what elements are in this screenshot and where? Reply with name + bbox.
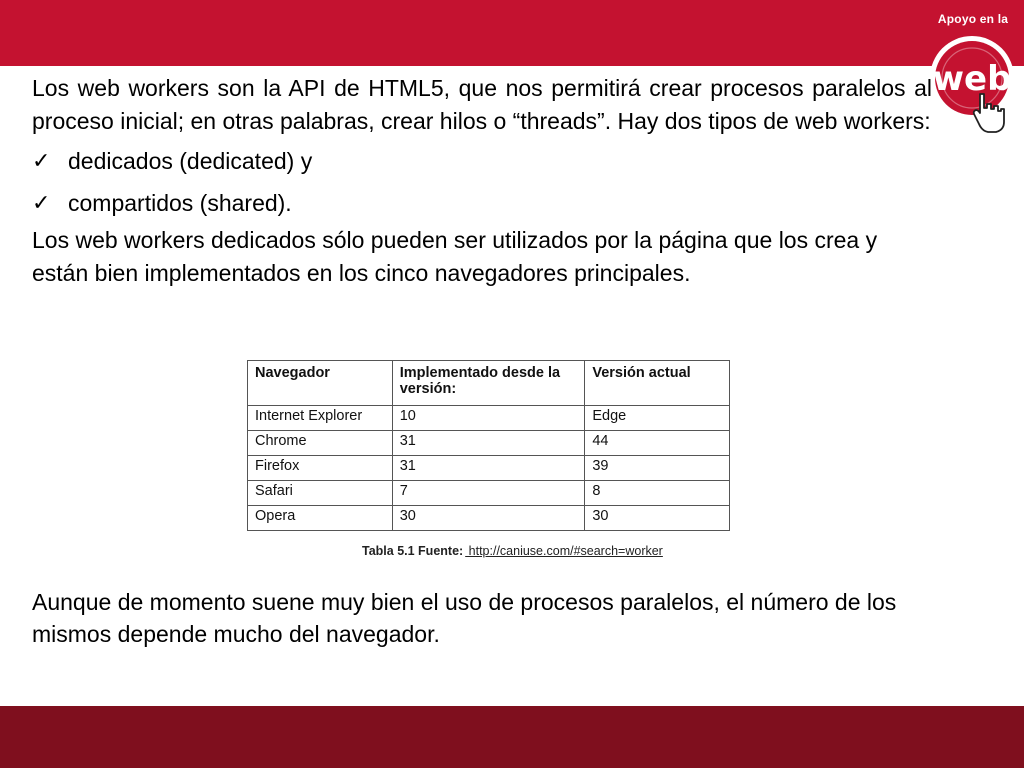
browser-support-table-wrapper [247,360,731,531]
cell-current: Edge [585,406,730,431]
table-header-row [248,361,730,406]
web-cursor-logo-icon [926,32,1022,142]
table-row [248,481,730,506]
browser-support-table [247,360,730,531]
table-row [248,456,730,481]
table-caption [362,544,663,558]
table-row [248,431,730,456]
intro-paragraph: Los web workers son la API de HTML5, que nos permitirá crear procesos paralelos al proceso inicial; en otras palabras, crear hilos o “threads”. Hay dos tipos de web workers: [32,75,932,134]
cell-current: 44 [585,431,730,456]
cell-browser: Internet Explorer [248,406,393,431]
cell-browser: Safari [248,481,393,506]
cell-browser: Opera [248,506,393,531]
header-current: Versión actual [585,361,730,406]
bullet-dedicated [32,142,932,180]
cell-browser: Firefox [248,456,393,481]
cell-implemented: 7 [392,481,585,506]
top-banner [0,0,1024,66]
cell-implemented: 10 [392,406,585,431]
caption-source-link[interactable]: http://caniuse.com/#search=worker [465,544,663,558]
logo-caption: Apoyo en la [937,12,1009,26]
caption-label: Tabla 5.1 Fuente: [362,544,464,558]
bullet-text: compartidos (shared). [68,189,292,216]
check-icon: ✓ [32,148,51,174]
bullet-text: dedicados (dedicated) y [68,147,313,174]
cell-current: 30 [585,506,730,531]
dedicated-note: Los web workers dedicados sólo pueden ser utilizados por la página que los crea y están bien implementados en los cinco navegadores principales. [32,227,878,286]
cell-current: 8 [585,481,730,506]
cell-implemented: 31 [392,431,585,456]
cell-current: 39 [585,456,730,481]
bottom-banner [0,706,1024,768]
bullet-shared [32,184,932,222]
cell-implemented: 31 [392,456,585,481]
logo-word: web [932,59,1012,99]
cell-browser: Chrome [248,431,393,456]
header-browser: Navegador [248,361,393,406]
apoyo-web-logo [926,8,1024,140]
header-implemented: Implementado desde la versión: [392,361,585,406]
table-row [248,406,730,431]
cell-implemented: 30 [392,506,585,531]
check-icon: ✓ [32,190,51,216]
table-row [248,506,730,531]
closing-paragraph: Aunque de momento suene muy bien el uso de procesos paralelos, el número de los mismos depende mucho del navegador. [32,589,897,647]
slide-body [32,72,932,290]
